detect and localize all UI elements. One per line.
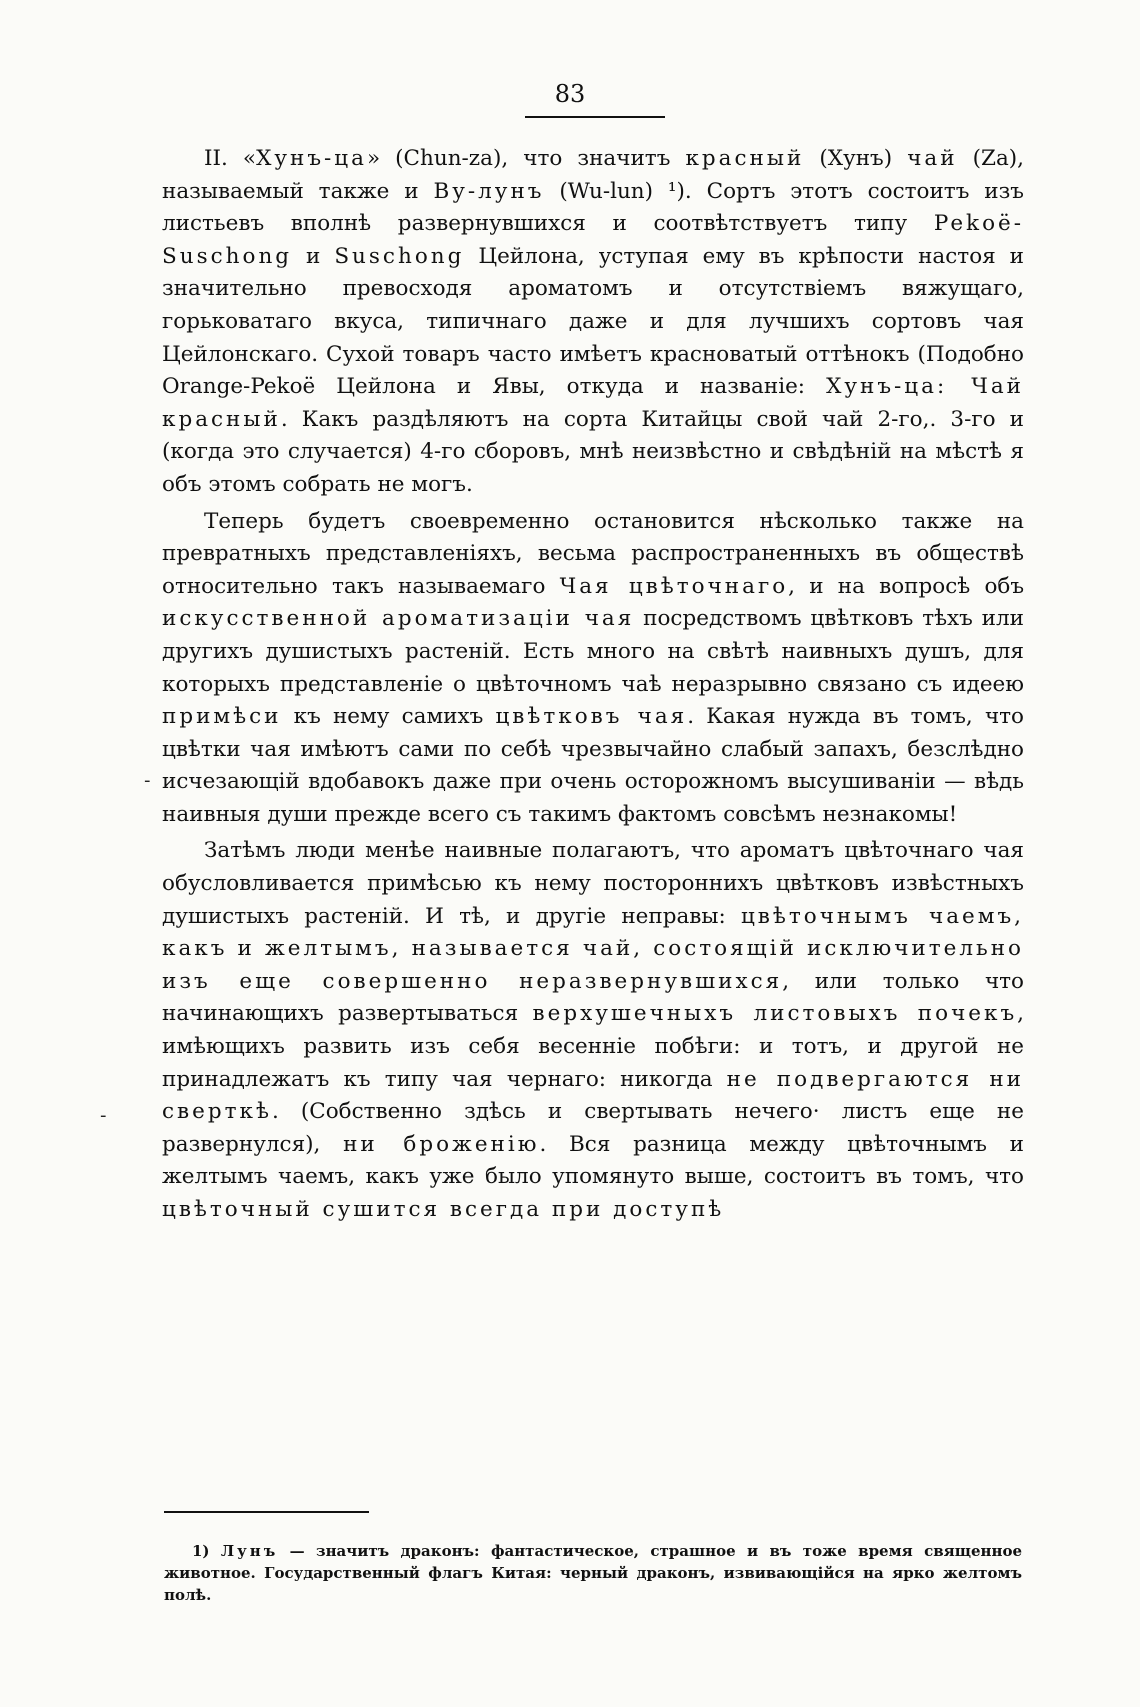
text-run: и xyxy=(292,243,335,269)
text-run: Затѣмъ люди менѣе наивные полагаютъ, что ароматъ цвѣточнаго чая обусловливается примѣсью къ нему постороннихъ цвѣтковъ извѣстныхъ душистыхъ растеній. И тѣ, и другіе неправы: xyxy=(162,838,1024,929)
footnote-rule xyxy=(164,1511,369,1513)
text-run: . Какъ раздѣляютъ на сорта Китайцы свой чай 2-го,. 3-го и (когда это случается) 4-го сборовъ, мнѣ неизвѣстно и свѣдѣній на мѣстѣ я объ этомъ собрать не могъ. xyxy=(162,406,1024,497)
paragraph xyxy=(162,143,1024,502)
text-run: . Вся разница между цвѣточнымъ и желтымъ чаемъ, какъ уже было упомянуто выше, состоитъ въ томъ, что xyxy=(162,1131,1024,1190)
emphasized-text: искусственной ароматизаціи чая xyxy=(162,606,635,632)
footnote-text xyxy=(164,1540,1022,1606)
emphasized-text: цвѣтковъ чая xyxy=(495,704,688,730)
emphasized-text: не подвергаются ни сверткѣ xyxy=(162,1066,1024,1125)
emphasized-text: Ву-лунъ xyxy=(433,178,545,204)
margin-mark: - xyxy=(144,770,151,791)
text-run: , имѣющихъ развить изъ себя весенніе побѣги: и тотъ, и другой не принадлежатъ къ типу чая чернаго: никогда xyxy=(162,1001,1024,1092)
text-run: къ нему самихъ xyxy=(281,704,496,730)
emphasized-text: красный xyxy=(685,146,805,171)
emphasized-text: примѣси xyxy=(162,704,282,730)
body-text xyxy=(162,143,1024,1231)
text-run: (Wu-lun) ¹). Сортъ этотъ состоитъ изъ листьевъ вполнѣ развернувшихся и соотвѣтствуетъ типу xyxy=(162,178,1024,237)
emphasized-text: Хунъ-ца: Чай красный xyxy=(162,374,1024,432)
emphasized-text: Suschong xyxy=(334,243,465,269)
text-run: 1) xyxy=(192,1542,221,1560)
text-run: Цейлона, уступая ему въ крѣпости настоя и значительно превосходя ароматомъ и отсутствіемъ вяжущаго, горьковатаго вкуса, типичнаго даже и для лучшихъ сортовъ чая Цейлонскаго. Сухой товаръ часто имѣетъ красноватый оттѣнокъ (Подобно Orange-Pekoë Цейлона и Явы, откуда и названіе: xyxy=(162,243,1024,400)
text-run: . (Собственно здѣсь и свертывать нечего· листъ еще не развернулся), xyxy=(162,1099,1024,1157)
text-run: , и на вопросѣ объ xyxy=(788,573,1025,599)
emphasized-text: Хунъ-ца xyxy=(256,146,367,171)
paragraph xyxy=(162,506,1024,832)
text-run: (Хунъ) xyxy=(804,146,908,171)
emphasized-text: Лунъ xyxy=(220,1542,279,1560)
paragraph xyxy=(162,835,1024,1226)
page-number: 83 xyxy=(554,80,586,108)
text-run: — значитъ драконъ: фантастическое, страшное и въ тоже время священное животное. Государственный флагъ Китая: черный драконъ, извивающійся на ярко желтомъ полѣ. xyxy=(164,1542,1022,1604)
text-run: посредствомъ цвѣтковъ тѣхъ или другихъ душистыхъ растеній. Есть много на свѣтѣ наивныхъ душъ, для которыхъ представленіе о цвѣточномъ чаѣ неразрывно связано съ идеею xyxy=(162,606,1024,697)
text-run: (Za), называемый также и xyxy=(162,146,1025,204)
emphasized-text: чай xyxy=(907,146,958,171)
header-rule xyxy=(525,116,665,118)
text-run: Теперь будетъ своевременно остановится нѣсколько также на превратныхъ представленіяхъ, весьма распространенныхъ въ обществѣ относительно такъ называемаго xyxy=(162,508,1024,599)
emphasized-text: Чая цвѣточнаго xyxy=(559,573,789,599)
emphasized-text: верхушечныхъ листовыхъ почекъ xyxy=(532,1001,1018,1027)
emphasized-text: Pekoë-Suschong xyxy=(162,211,1024,269)
emphasized-text: цвѣточный сушится всегда при доступѣ xyxy=(162,1197,725,1222)
text-run: , или только что начинающихъ развертываться xyxy=(162,968,1025,1027)
emphasized-text: ни броженію xyxy=(343,1131,540,1157)
text-run: II. « xyxy=(204,146,257,171)
margin-mark: - xyxy=(100,1105,107,1126)
text-run: . Какая нужда въ томъ, что цвѣтки чая имѣютъ сами по себѣ чрезвычайно слабый запахъ, безслѣдно исчезающій вдобавокъ даже при очень осторожномъ высушиваніи — вѣдь наивныя души прежде всего съ такимъ фактомъ совсѣмъ незнакомы! xyxy=(162,704,1024,827)
emphasized-text: цвѣточнымъ чаемъ, какъ и желтымъ, называется чай, состоящій исключительно изъ еще совершенно неразвернувшихся xyxy=(162,903,1024,994)
text-run: » (Chun-za), что значитъ xyxy=(366,146,686,171)
footnote xyxy=(164,1540,1022,1606)
